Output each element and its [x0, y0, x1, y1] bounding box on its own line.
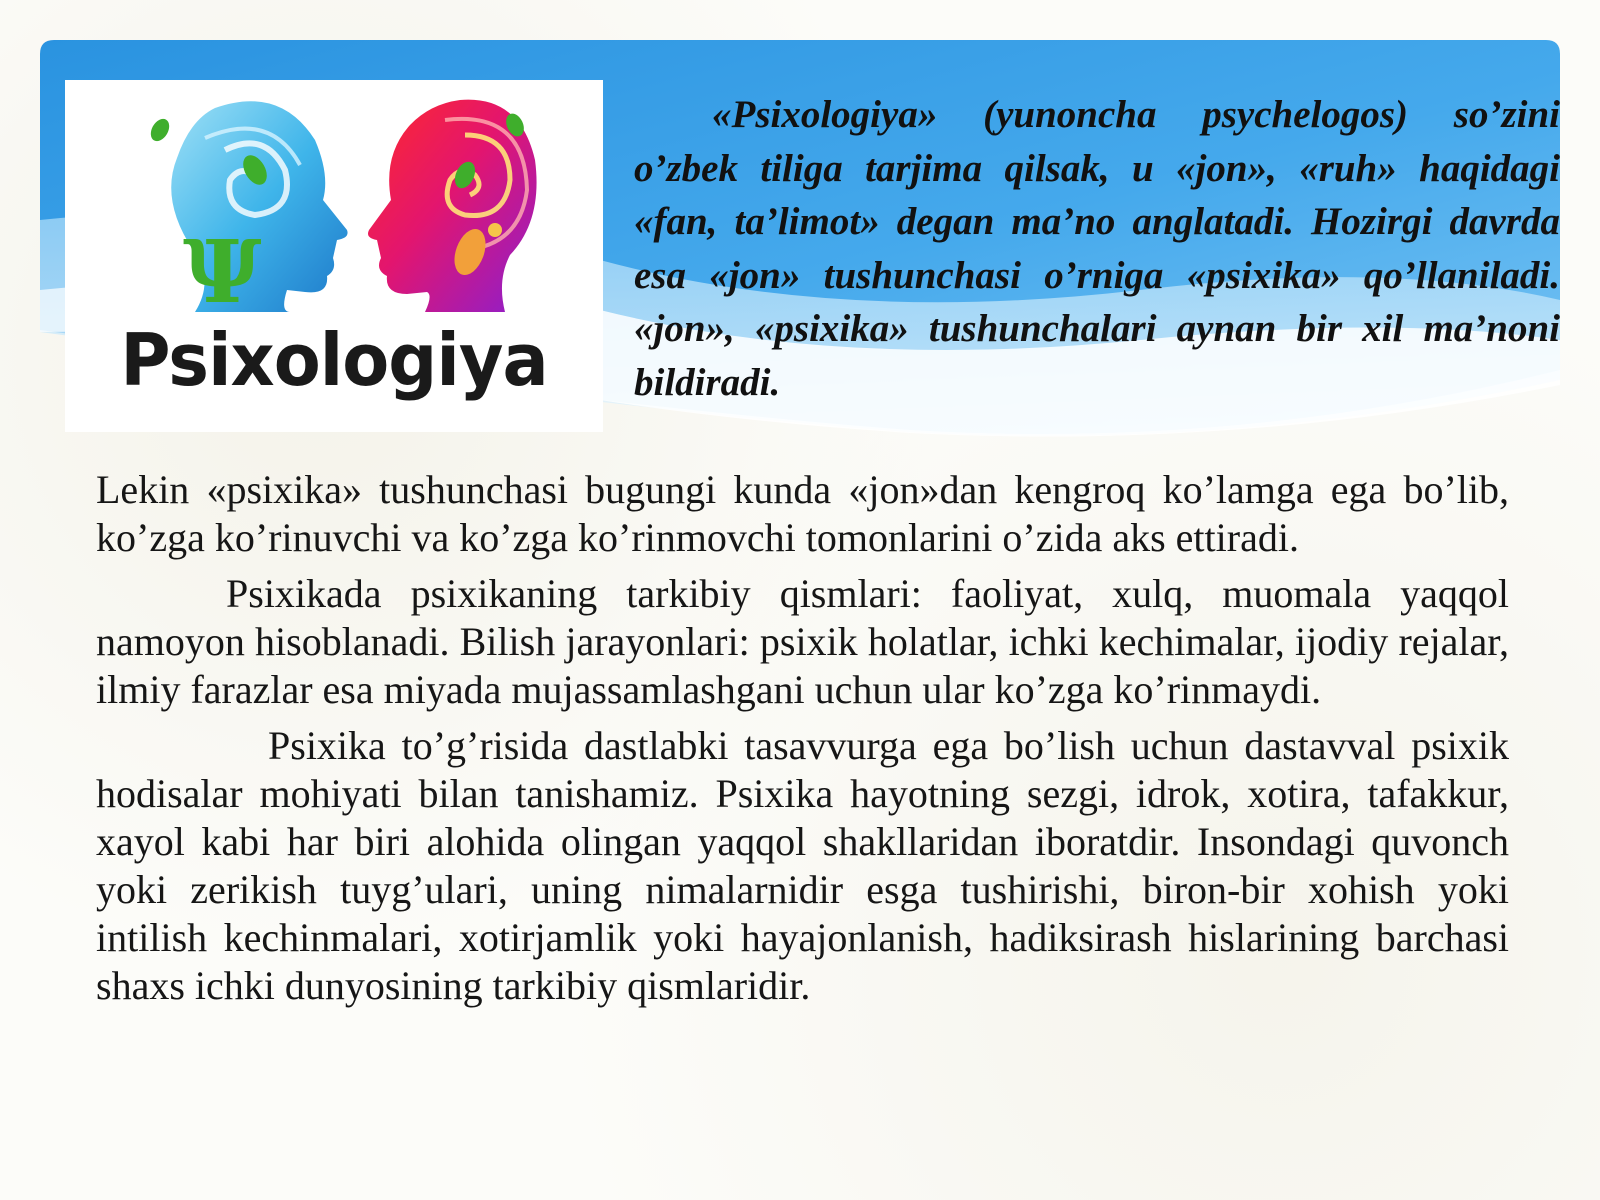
- psychology-logo: [65, 80, 603, 432]
- paragraph-3: Psixika to’g’risida dastlabki tasavvurga ega bo’lish uchun dastavval psixik hodisalar mohiyati bilan tanishamiz. Psixika hayotning sezgi, idrok, xotira, tafakkur, xayol kabi har biri alohida olingan yaqqol shakllaridan iboratdir. Insondagi quvonch yoki zerikish tuyg’ulari, uning nimalarnidir esga tushirishi, biron-bir xohish yoki intilish kechinmalari, xotirjamlik yoki hayajonlanish, hadiksirash hislarining barchasi shaxs ichki dunyosining tarkibiy qismlaridir.: [96, 723, 1509, 1008]
- paragraph-2: Psixikada psixikaning tarkibiy qismlari: faoliyat, xulq, muomala yaqqol namoyon hisoblanadi. Bilish jarayonlari: psixik holatlar, ichki kechimalar, ijodiy rejalar, ilmiy farazlar esa miyada mujassamlashgani uchun ular ko’zga ko’rinmaydi.: [96, 571, 1509, 712]
- psi-symbol-icon: Ψ: [183, 222, 262, 323]
- paragraph-1: Lekin «psixika» tushunchasi bugungi kunda «jon»dan kengroq ko’lamga ega bo’lib, ko’zga ko’rinuvchi va ko’zga ko’rinmovchi tomonlarini o’zida aks ettiradi.: [96, 467, 1509, 560]
- intro-quote: «Psixologiya» (yunoncha psychelogos) so’zini o’zbek tiliga tarjima qilsak, u «jon», «ruh» haqidagi «fan, ta’limot» degan ma’no anglatadi. Hozirgi davrda esa «jon» tushunchasi o’rniga «psixika» qo’llaniladi. «jon», «psixika» tushunchalari aynan bir xil ma’noni bildiradi.: [634, 93, 1560, 404]
- logo-wordmark: Psixologiya: [120, 318, 548, 402]
- main-text: [96, 466, 1509, 1018]
